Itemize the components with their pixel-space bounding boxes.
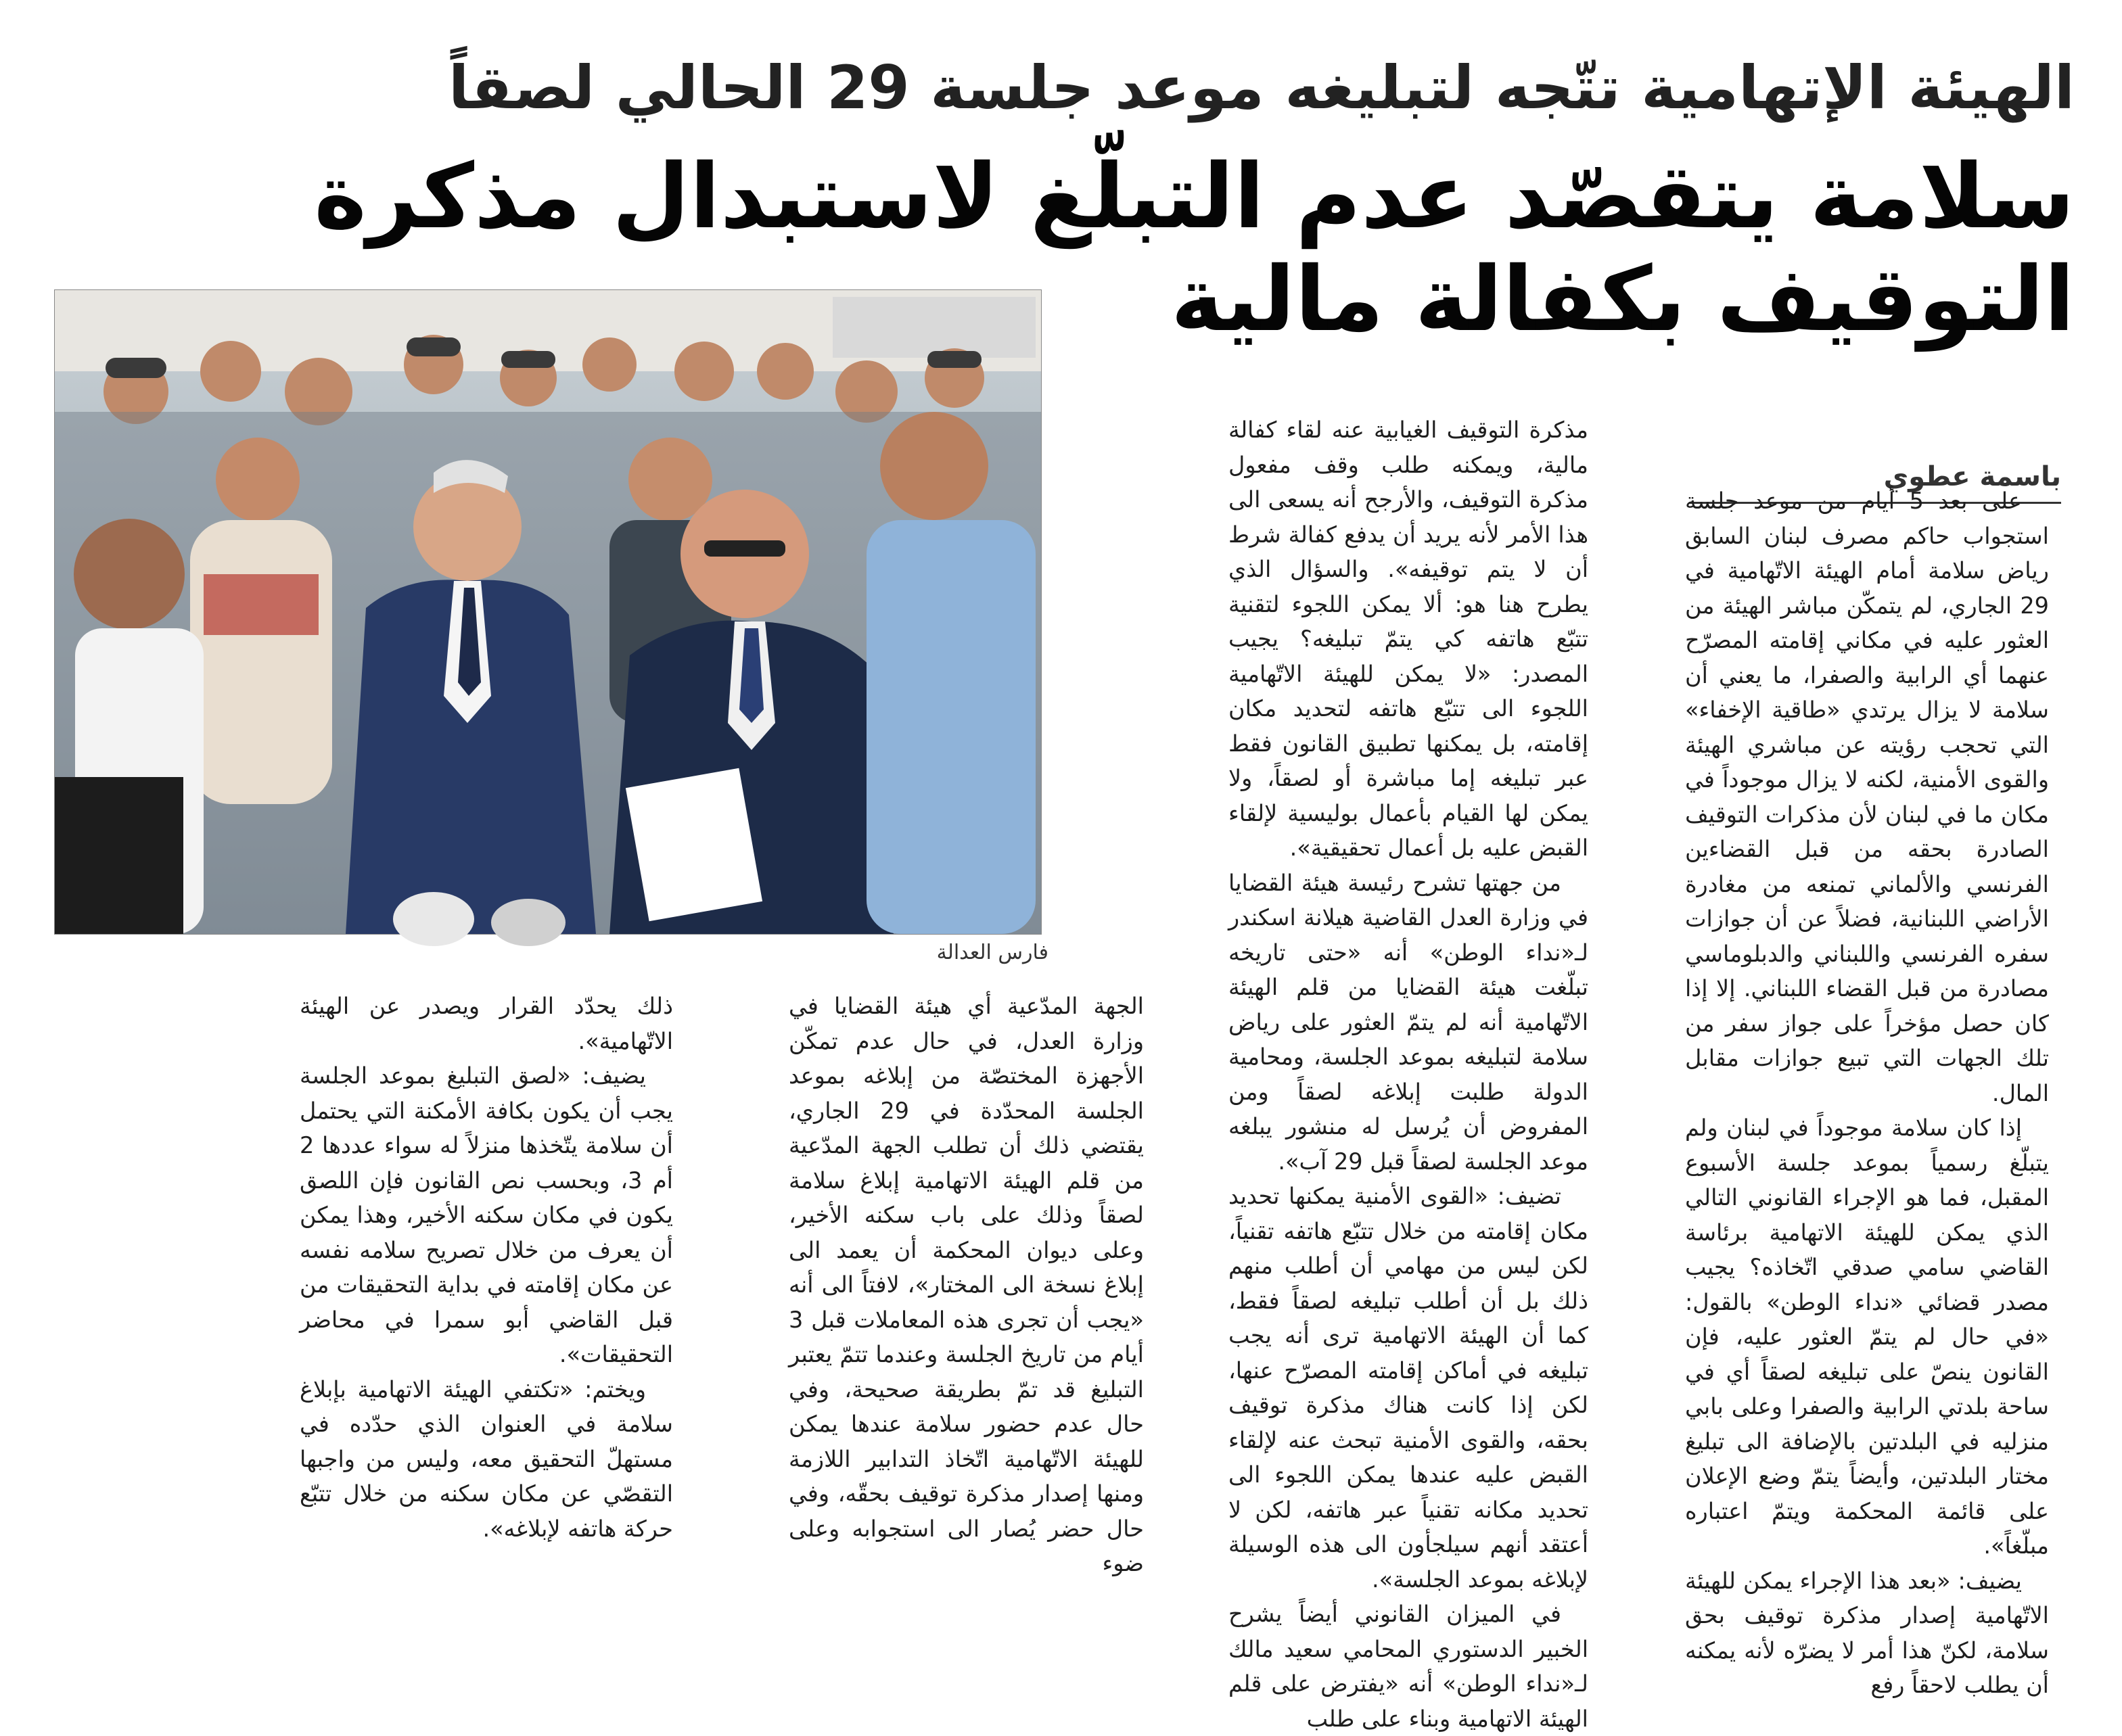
paragraph: مذكرة التوقيف الغيابية عنه لقاء كفالة مالية، ويمكنه طلب وقف مفعول مذكرة التوقيف، والأرجح أنه يسعى الى هذا الأمر لأنه يريد أن يدفع كفالة شرط أن لا يتم توقيفه». والسؤال الذي يطرح هنا هو: ألا يمكن اللجوء لتقنية تتبّع هاتفه كي يتمّ تبليغه؟ يجيب المصدر: «لا يمكن للهيئة الاتّهامية اللجوء الى تتبّع هاتفه لتحديد مكان إقامته، بل يمكنها تطبيق القانون فقط عبر تبليغه إما مباشرة أو لصقاً، ولا يمكن لها القيام بأعمال بوليسية لإلقاء القبض عليه بل أعمال تحقيقية». <box>1228 417 1588 861</box>
papers <box>626 768 762 921</box>
article-column-2 <box>1228 413 1588 1732</box>
paragraph: في الميزان القانوني أيضاً يشرح الخبير الدستوري المحامي سعيد مالك لـ«نداء الوطن» أنه «يفترض على قلم الهيئة الاتهامية وبناء على طلب <box>1228 1601 1588 1732</box>
paragraph: يضيف: «بعد هذا الإجراء يمكن للهيئة الاتّهامية إصدار مذكرة توقيف بحق سلامة، لكنّ هذا أمر لا يضرّه لأنه يمكنه أن يطلب لاحقاً رفع <box>1685 1567 2049 1698</box>
paragraph: ويختم: «تكتفي الهيئة الاتهامية بإبلاغ سلامة في العنوان الذي حدّده في مستهلّ التحقيق معه، وليس من واجبها التقصّي عن مكان سكنه من خلال تتبّع حركة هاتفه لإبلاغه». <box>300 1376 673 1542</box>
paragraph: الجهة المدّعية أي هيئة القضايا في وزارة العدل، في حال عدم تمكّن الأجهزة المختصّة من إبلاغه بموعد الجلسة المحدّدة في 29 الجاري، يقتضي ذلك أن تطلب الجهة المدّعية من قلم الهيئة الاتهامية إبلاغ سلامة لصقاً وذلك على باب سكنه الأخير، وعلى ديوان المحكمة أن يعمد الى إبلاغ نسخة الى المختار»، لافتاً الى أنه «يجب أن تجرى هذه المعاملات قبل 3 أيام من تاريخ الجلسة وعندما تتمّ يعتبر التبليغ قد تمّ بطريقة صحيحة، وفي حال عدم حضور سلامة عندها يمكن للهيئة الاتّهامية اتّخاذ التدابير اللازمة ومنها إصدار مذكرة توقيف بحقّه، وفي حال حضر يُصار الى استجوابه وعلى ضوء <box>789 993 1144 1576</box>
camera <box>55 777 183 934</box>
glasses <box>704 540 785 557</box>
paragraph: من جهتها تشرح رئيسة هيئة القضايا في وزارة العدل القاضية هيلانة اسكندر لـ«نداء الوطن» أنه «حتى تاريخه تبلّغت هيئة القضايا من قلم الهيئة الاتّهامية أنه لم يتمّ العثور على رياض سلامة لتبليغه بموعد الجلسة، ومحامية الدولة طلبت إبلاغه لصقاً ومن المفروض أن يُرسل له منشور يبلغه موعد الجلسة لصقاً قبل 29 آب». <box>1228 869 1588 1175</box>
woman-face <box>216 438 300 521</box>
embroidered-dress <box>190 520 332 804</box>
paragraph: يضيف: «لصق التبليغ بموعد الجلسة يجب أن يكون بكافة الأمكنة التي يحتمل أن سلامة يتّخذها منزلاً له سواء عددها 2 أم 3، وبحسب نص القانون فإن اللصق يكون في مكان سكنه الأخير، وهذا يمكن أن يعرف من خلال تصريح سلامه نفسه عن مكان إقامته في بداية التحقيقات من قبل القاضي أبو سمرا في محاضر التحقيقات». <box>300 1062 673 1367</box>
article-column-4 <box>300 989 673 1542</box>
microphone <box>393 892 474 946</box>
main-headline: سلامة يتقصّد عدم التبلّغ لاستبدال مذكرة التوقيف بكفالة مالية <box>314 145 2075 352</box>
article-column-3 <box>789 989 1144 1576</box>
bearded-man-face <box>74 519 185 630</box>
paragraph: إذا كان سلامة موجوداً في لبنان ولم يتبلّغ رسمياً بموعد جلسة الأسبوع المقبل، فما هو الإجراء القانوني التالي الذي يمكن للهيئة الاتهامية برئاسة القاضي سامي صدقي اتّخاذه؟ يجيب مصدر قضائي «نداء الوطن» بالقول: «في حال لم يتمّ العثور عليه، فإن القانون ينصّ على تبليغه لصقاً أي في ساحة بلدتي الرابية والصفرا وعلى بابي منزليه في البلدتين بالإضافة الى تبليغ مختار البلدتين، وأيضاً يتمّ وضع الإعلان على قائمة المحكمة ويتمّ اعتباره مبلّغاً». <box>1685 1115 2049 1559</box>
news-photo <box>54 289 1042 935</box>
right-man-face <box>880 412 988 520</box>
parked-car <box>833 297 1036 358</box>
kicker-headline: الهيئة الإتهامية تتّجه لتبليغه موعد جلسة 29 الحالي لصقاً <box>448 53 2075 122</box>
article-column-1 <box>1685 484 2049 1698</box>
paragraph: على بعد 5 أيام من موعد جلسة استجواب حاكم مصرف لبنان السابق رياض سلامة أمام الهيئة الاتّهامية في 29 الجاري، لم يتمكّن مباشر الهيئة من العثور عليه في مكاني إقامته المصرّح عنهما أي الرابية والصفرا، ما يعني أن سلامة لا يزال يرتدي «طاقية الإخفاء» التي تحجب رؤيته عن مباشري الهيئة والقوى الأمنية، لكنه لا يزال موجوداً في مكان ما في لبنان لأن مذكرات التوقيف الصادرة بحقه من قبل القضاءين الفرنسي والألماني تمنعه من مغادرة الأراضي اللبنانية، فضلاً عن أن جوازات سفره الفرنسي واللبناني والدبلوماسي مصادرة من قبل القضاء اللبناني. إلا إذا كان حصل مؤخراً على جواز سفر من تلك الجهات التي تبيع جوازات مقابل المال. <box>1685 488 2049 1106</box>
photo-caption: فارس العدالة <box>936 941 1048 964</box>
photo-illustration <box>55 290 1041 934</box>
byline: باسمة عطوي <box>1883 461 2061 492</box>
paragraph: ذلك يحدّد القرار ويصدر عن الهيئة الاتّهامية». <box>300 993 673 1054</box>
paragraph: تضيف: «القوى الأمنية يمكنها تحديد مكان إقامته من خلال تتبّع هاتفه تقنياً، لكن ليس من مهامي أن أطلب منهم ذلك بل أن أطلب تبليغه لصقاً فقط، كما أن الهيئة الاتهامية ترى أنه يجب تبليغه في أماكن إقامته المصرّح عنها، لكن إذا كانت هناك مذكرة توقيف بحقه، والقوى الأمنية تبحث عنه لإلقاء القبض عليه عندها يمكن اللجوء الى تحديد مكانه تقنياً عبر هاتفه، لكن لا أعتقد أنهم سيلجأون الى هذه الوسيلة لإبلاغه بموعد الجلسة». <box>1228 1183 1588 1593</box>
blue-shirt <box>867 520 1036 934</box>
